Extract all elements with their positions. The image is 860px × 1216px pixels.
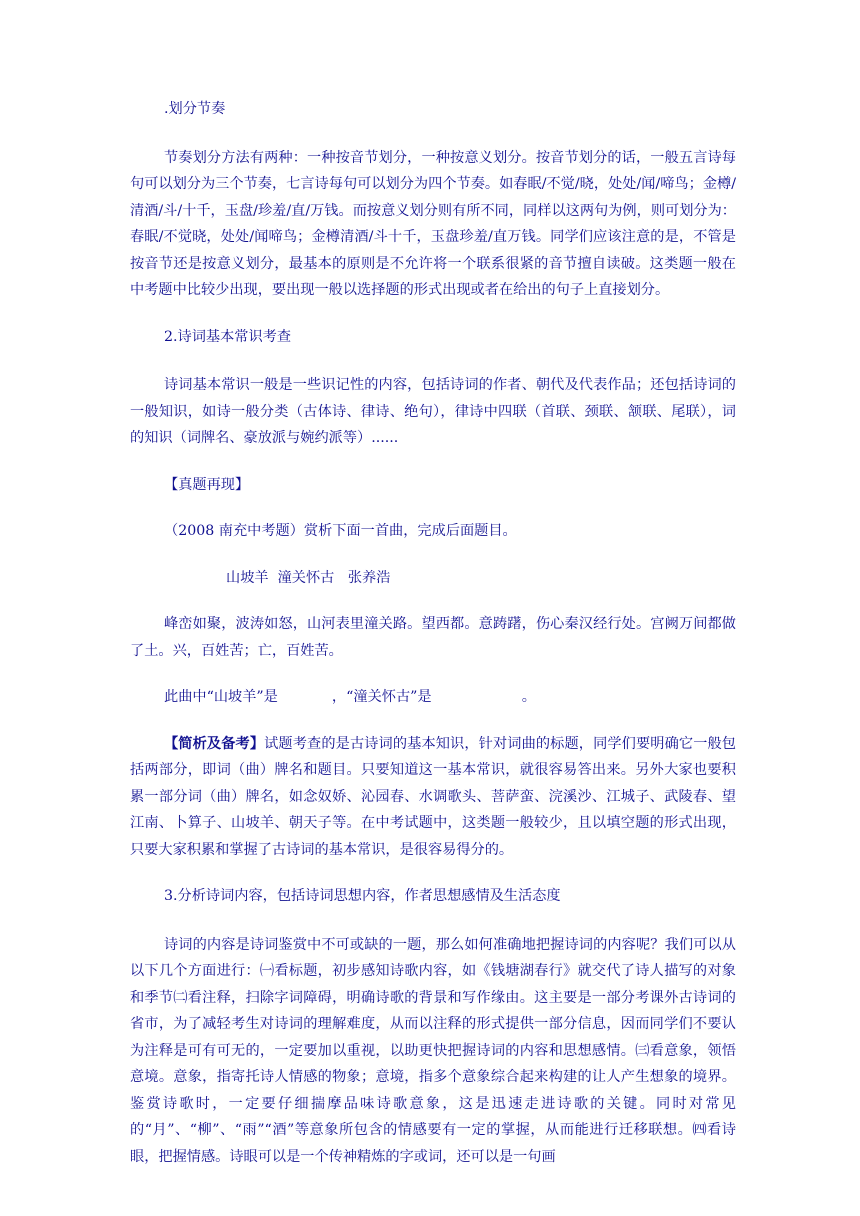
rhythm-heading: .划分节奏 bbox=[164, 101, 226, 117]
document-page bbox=[130, 96, 736, 1190]
common-knowledge-body: 诗词基本常识一般是一些识记性的内容，包括诗词的作者、朝代及代表作品；还包括诗词的一般知识，如诗一般分类（古体诗、律诗、绝句），律诗中四联（首联、颈联、颔联、尾联），词的知识（词牌名、豪放派与婉约派等）...... bbox=[130, 377, 736, 446]
exam-question: 此曲中“山坡羊”是 ，“潼关怀古”是 。 bbox=[164, 689, 536, 705]
real-exam-label: 【真题再现】 bbox=[164, 476, 250, 493]
analysis-paragraph bbox=[130, 731, 736, 864]
poem-title: 山坡羊 潼关怀古 张养浩 bbox=[226, 569, 391, 586]
analysis-body: 试题考查的是古诗词的基本知识，针对词曲的标题，同学们要明确它一般包括两部分，即词（曲）牌名和题目。只要知道这一基本常识，就很容易答出来。另外大家也要积累一部分词（曲）牌名，如念奴娇、沁园春、水调歌头、菩萨蛮、浣溪沙、江城子、武陵春、望江南、卜算子、山坡羊、朝天子等。在中考试题中，这类题一般较少，且以填空题的形式出现，只要大家积累和掌握了古诗词的基本常识，是很容易得分的。 bbox=[130, 735, 736, 858]
common-knowledge-heading: 2.诗词基本常识考查 bbox=[164, 328, 292, 345]
content-body: 诗词的内容是诗词鉴赏中不可或缺的一题，那么如何准确地把握诗词的内容呢？我们可以从以下几个方面进行：㈠看标题，初步感知诗歌内容，如《钱塘湖春行》就交代了诗人描写的对象和季节㈡看注释，扫除字词障碍，明确诗歌的背景和写作缘由。这主要是一部分考课外古诗词的省市，为了减轻考生对诗词的理解难度，从而以注释的形式提供一部分信息，因而同学们不要认为注释是可有可无的，一定要加以重视，以助更快把握诗词的内容和思想感情。㈢看意象，领悟意境。意象，指寄托诗人情感的物象；意境，指多个意象综合起来构建的让人产生想象的境界。鉴赏诗歌时，一定要仔细揣摩品味诗歌意象，这是迅速走进诗歌的关键。同时对常见的“月”、“柳”、“雨”“酒”等意象所包含的情感要有一定的掌握，从而能进行迁移联想。㈣看诗眼，把握情感。诗眼可以是一个传神精炼的字或词，还可以是一句画 bbox=[130, 936, 736, 1165]
rhythm-body: 节奏划分方法有两种：一种按音节划分，一种按意义划分。按音节划分的话，一般五言诗每句可以划分为三个节奏，七言诗每句可以划分为四个节奏。如春眠/不觉/晓，处处/闻/啼鸟；金樽/清酒/斗/十千，玉盘/珍羞/直/万钱。而按意义划分则有所不同，同样以这两句为例，则可划分为：春眠/不觉晓，处处/闻啼鸟；金樽清酒/斗十千，玉盘珍羞/直万钱。同学们应该注意的是，不管是按音节还是按意义划分，最基本的原则是不允许将一个联系很紧的音节擅自读破。这类题一般在中考题中比较少出现，要出现一般以选择题的形式出现或者在给出的句子上直接划分。 bbox=[130, 149, 736, 298]
analysis-label: 【简析及备考】 bbox=[164, 735, 265, 752]
exam-prompt: （2008 南充中考题）赏析下面一首曲，完成后面题目。 bbox=[164, 523, 517, 539]
poem-text: 峰峦如聚，波涛如怒，山河表里潼关路。望西都。意踌躇，伤心秦汉经行处。宫阙万间都做了土。兴，百姓苦；亡，百姓苦。 bbox=[130, 616, 736, 659]
content-heading: 3.分析诗词内容，包括诗词思想内容，作者思想感情及生活态度 bbox=[164, 888, 561, 904]
